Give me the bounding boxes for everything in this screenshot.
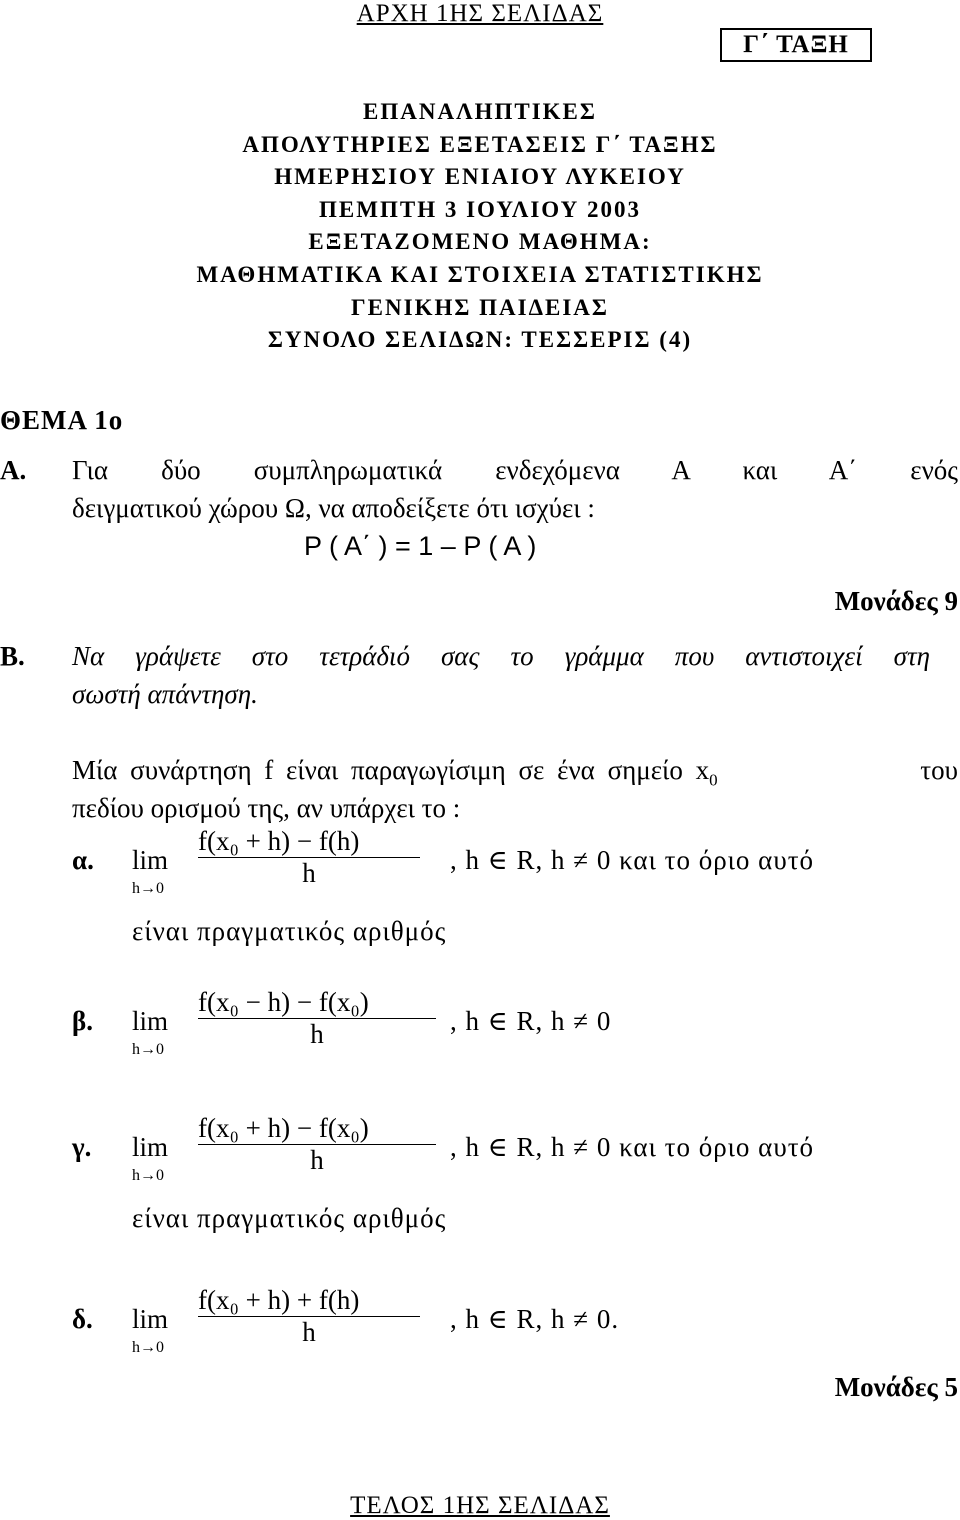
- fraction-numerator: f(x₀ − h) − f(x₀): [198, 987, 369, 1017]
- fraction-denominator: h: [310, 1019, 324, 1049]
- option-condition: , h ∈ R, h ≠ 0 και το όριο αυτό: [450, 1132, 815, 1162]
- part-a-marks: Μονάδες 9: [834, 586, 958, 616]
- title-line: ΜΑΘΗΜΑΤΙΚΑ ΚΑΙ ΣΤΟΙΧΕΙΑ ΣΤΑΤΙΣΤΙΚΗΣ: [196, 261, 764, 287]
- title-line: ΕΞΕΤΑΖΟΜΕΝΟ ΜΑΘΗΜΑ:: [308, 229, 652, 255]
- part-a-line1: Για δύο συμπληρωματικά ενδεχόμενα Α και Α΄ ενός: [72, 455, 958, 485]
- part-a-letter: Α.: [0, 455, 27, 485]
- lim-word: lim: [132, 1006, 169, 1036]
- page-start-label: ΑΡΧΗ 1ΗΣ ΣΕΛΙΔΑΣ: [356, 0, 604, 27]
- part-a-line2: δειγματικού χώρου Ω, να αποδείξετε ότι ισχύει :: [72, 493, 595, 523]
- fraction: [198, 987, 436, 1050]
- title-line: ΣΥΝΟΛΟ ΣΕΛΙΔΩΝ: ΤΕΣΣΕΡΙΣ (4): [267, 327, 693, 353]
- fraction-denominator: h: [310, 1145, 324, 1175]
- topic-heading: ΘΕΜΑ 1ο: [0, 405, 124, 435]
- title-line: ΗΜΕΡΗΣΙΟΥ ΕΝΙΑΙΟΥ ΛΥΚΕΙΟΥ: [274, 164, 686, 190]
- stem-text: Μία συνάρτηση f είναι παραγωγίσιμη σε ένα σημείο x: [72, 755, 710, 785]
- option-condition: , h ∈ R, h ≠ 0 και το όριο αυτό: [450, 845, 815, 875]
- fraction-denominator: h: [302, 1317, 316, 1347]
- lim-subscript: h→0: [132, 1167, 164, 1184]
- part-b-line2: σωστή απάντηση.: [72, 679, 258, 709]
- stem-text-end: του: [920, 755, 958, 785]
- title-line: ΓΕΝΙΚΗΣ ΠΑΙΔΕΙΑΣ: [351, 294, 609, 320]
- option-extra: είναι πραγματικός αριθμός: [132, 1203, 447, 1233]
- lim-word: lim: [132, 1132, 169, 1162]
- part-a-formula: P ( A΄ ) = 1 – P ( A ): [304, 531, 537, 561]
- part-b-stem-line2: πεδίου ορισμού της, αν υπάρχει το :: [72, 793, 461, 823]
- lim-subscript: h→0: [132, 1339, 164, 1356]
- fraction: [198, 1113, 436, 1176]
- option-label: δ.: [72, 1304, 93, 1334]
- part-b-stem-line1: [72, 755, 958, 790]
- fraction-denominator: h: [302, 858, 316, 888]
- fraction-numerator: f(x₀ + h) − f(x₀): [198, 1113, 369, 1143]
- part-b-line1: Να γράψετε στο τετράδιό σας το γράμμα που αντιστοιχεί στη: [72, 641, 930, 671]
- lim-subscript: h→0: [132, 880, 164, 897]
- page-end-label: ΤΕΛΟΣ 1ΗΣ ΣΕΛΙΔΑΣ: [350, 1492, 610, 1519]
- fraction: [198, 826, 420, 889]
- exam-title-block: [0, 96, 960, 357]
- option-label: β.: [72, 1006, 93, 1036]
- lim-word: lim: [132, 845, 169, 875]
- option-condition: , h ∈ R, h ≠ 0.: [450, 1304, 620, 1334]
- fraction-numerator: f(x₀ + h) + f(h): [198, 1285, 360, 1315]
- fraction-numerator: f(x₀ + h) − f(h): [198, 826, 360, 856]
- title-line: ΕΠΑΝΑΛΗΠΤΙΚΕΣ: [363, 99, 597, 124]
- lim-word: lim: [132, 1304, 169, 1334]
- option-label: γ.: [72, 1132, 92, 1162]
- class-box: Γ΄ ΤΑΞΗ: [720, 28, 872, 62]
- part-b-marks: Μονάδες 5: [834, 1372, 958, 1402]
- part-b-letter: Β.: [0, 641, 25, 671]
- fraction: [198, 1285, 420, 1348]
- option-extra: είναι πραγματικός αριθμός: [132, 916, 447, 946]
- lim-subscript: h→0: [132, 1041, 164, 1058]
- option-label: α.: [72, 845, 94, 875]
- stem-subscript: 0: [709, 770, 718, 790]
- option-condition: , h ∈ R, h ≠ 0: [450, 1006, 612, 1036]
- title-line: ΠΕΜΠΤΗ 3 ΙΟΥΛΙΟΥ 2003: [319, 196, 641, 222]
- title-line: ΑΠΟΛΥΤΗΡΙΕΣ ΕΞΕΤΑΣΕΙΣ Γ΄ ΤΑΞΗΣ: [242, 131, 718, 157]
